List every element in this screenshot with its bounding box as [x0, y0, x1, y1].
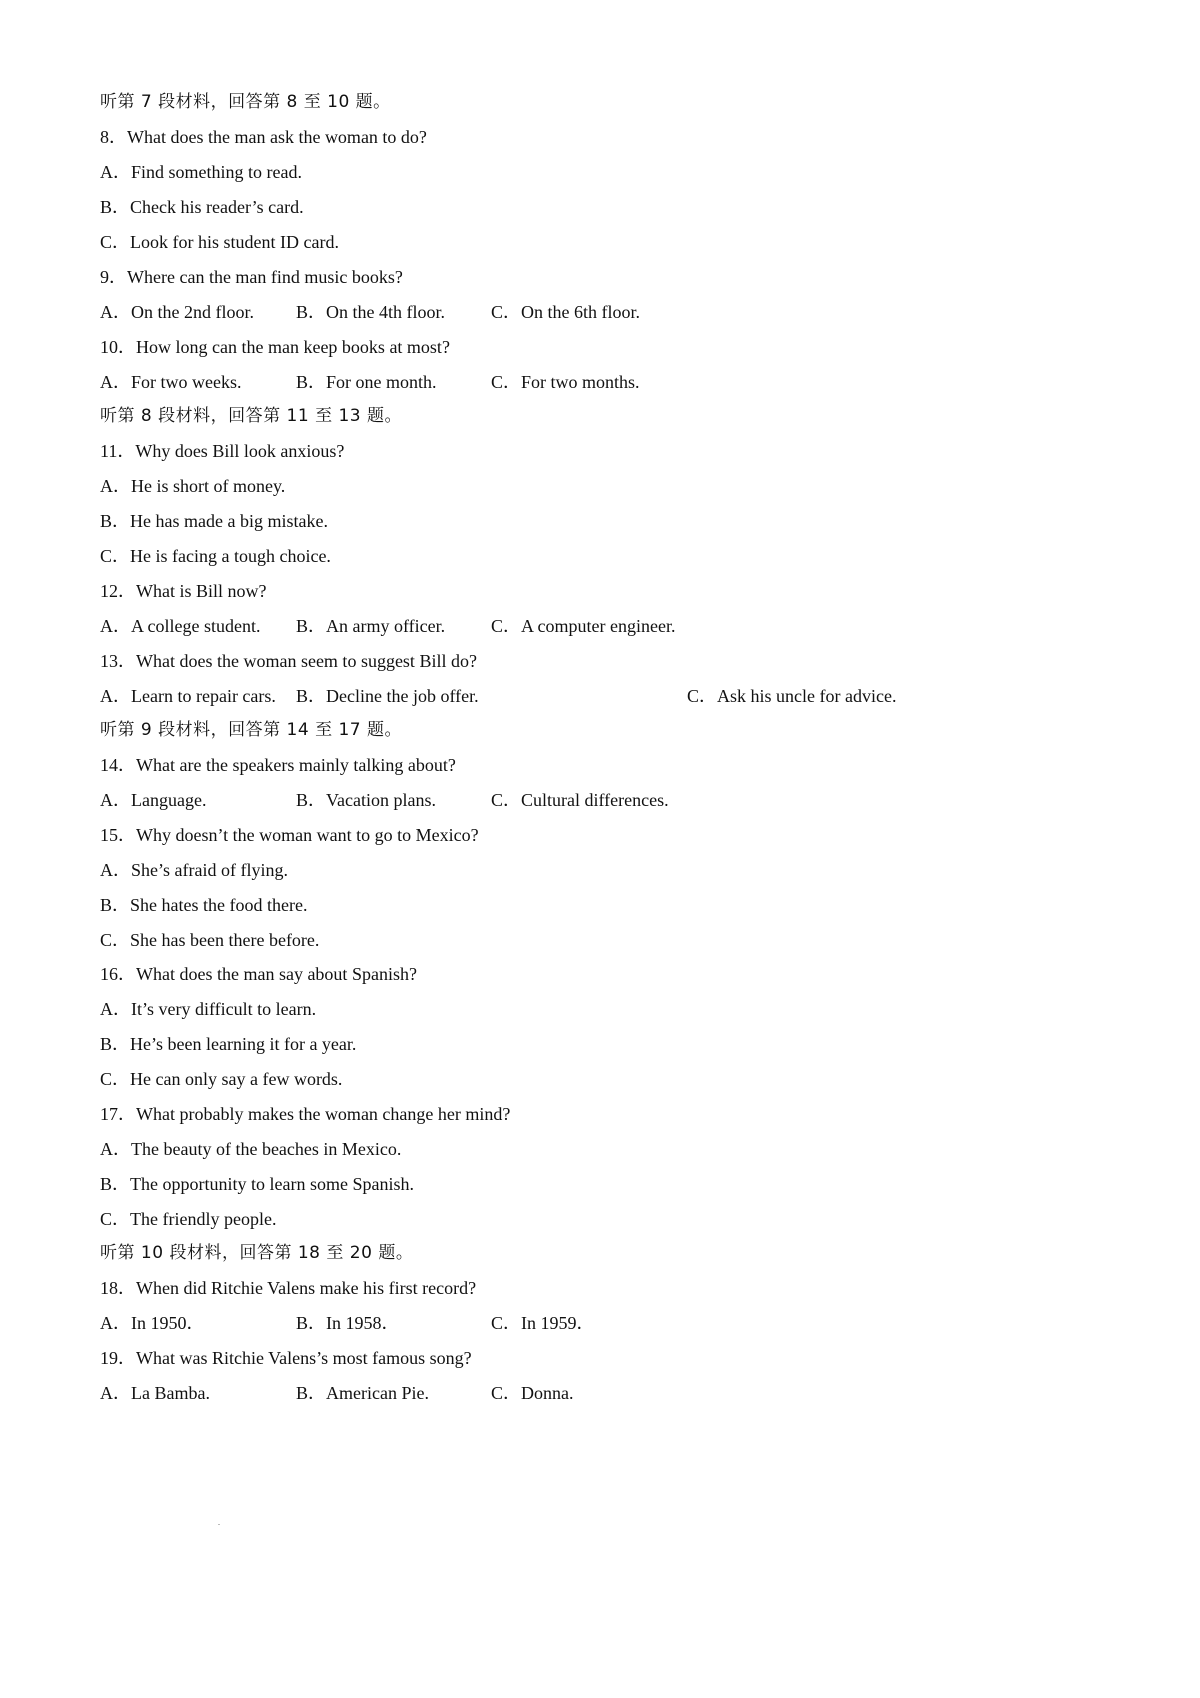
answer-option: B．Vacation plans.: [296, 790, 436, 810]
answer-option: B．He has made a big mistake.: [100, 511, 328, 531]
page-mark: [218, 1524, 220, 1525]
answer-option: A．The beauty of the beaches in Mexico.: [100, 1139, 402, 1159]
answer-option: C．On the 6th floor.: [491, 302, 640, 322]
answer-option: B．An army officer.: [296, 616, 446, 636]
answer-option: B．American Pie.: [296, 1383, 429, 1403]
answer-option: B．Decline the job offer.: [296, 686, 479, 706]
answer-option: C．In 1959．: [491, 1313, 595, 1333]
question-stem: 12．What is Bill now?: [100, 581, 267, 601]
question-stem: 11．Why does Bill look anxious?: [100, 441, 345, 461]
answer-option: C．Ask his uncle for advice.: [687, 686, 897, 706]
question-stem: 9．Where can the man find music books?: [100, 267, 403, 287]
answer-option: B．She hates the food there.: [100, 895, 308, 915]
answer-option: A．In 1950．: [100, 1313, 205, 1333]
answer-option: A．Learn to repair cars.: [100, 686, 276, 706]
answer-option: A．Find something to read.: [100, 162, 302, 182]
answer-option: A．On the 2nd floor.: [100, 302, 254, 322]
answer-option: C．He can only say a few words.: [100, 1069, 343, 1089]
answer-option: A．La Bamba.: [100, 1383, 210, 1403]
answer-option: A．Language.: [100, 790, 207, 810]
answer-option: A．For two weeks.: [100, 372, 242, 392]
answer-option: B．In 1958．: [296, 1313, 400, 1333]
answer-option: B．The opportunity to learn some Spanish.: [100, 1174, 414, 1194]
answer-option: C．Donna.: [491, 1383, 574, 1403]
answer-option: C．A computer engineer.: [491, 616, 676, 636]
question-stem: 19．What was Ritchie Valens’s most famous song?: [100, 1348, 472, 1368]
answer-option: C．She has been there before.: [100, 930, 320, 950]
answer-option: B．He’s been learning it for a year.: [100, 1034, 357, 1054]
question-stem: 16．What does the man say about Spanish?: [100, 964, 417, 984]
section-header: 听第 10 段材料，回答第 18 至 20 题。: [100, 1243, 414, 1263]
answer-option: A．It’s very difficult to learn.: [100, 999, 317, 1019]
answer-option: A．She’s afraid of flying.: [100, 860, 288, 880]
section-header: 听第 9 段材料，回答第 14 至 17 题。: [100, 720, 403, 740]
answer-option: C．He is facing a tough choice.: [100, 546, 331, 566]
answer-option: A．He is short of money.: [100, 476, 286, 496]
answer-option: B．On the 4th floor.: [296, 302, 445, 322]
question-stem: 15．Why doesn’t the woman want to go to Mexico?: [100, 825, 479, 845]
answer-option: C．For two months.: [491, 372, 640, 392]
answer-option: C．Look for his student ID card.: [100, 232, 339, 252]
answer-option: B．For one month.: [296, 372, 437, 392]
answer-option: A．A college student.: [100, 616, 261, 636]
answer-option: C．Cultural differences.: [491, 790, 669, 810]
question-stem: 17．What probably makes the woman change her mind?: [100, 1104, 511, 1124]
section-header: 听第 8 段材料，回答第 11 至 13 题。: [100, 406, 403, 426]
question-stem: 8．What does the man ask the woman to do?: [100, 127, 427, 147]
section-header: 听第 7 段材料，回答第 8 至 10 题。: [100, 92, 391, 112]
answer-option: C．The friendly people.: [100, 1209, 277, 1229]
question-stem: 13．What does the woman seem to suggest Bill do?: [100, 651, 477, 671]
answer-option: B．Check his reader’s card.: [100, 197, 304, 217]
question-stem: 10．How long can the man keep books at most?: [100, 337, 450, 357]
question-stem: 18．When did Ritchie Valens make his first record?: [100, 1278, 477, 1298]
question-stem: 14．What are the speakers mainly talking about?: [100, 755, 456, 775]
